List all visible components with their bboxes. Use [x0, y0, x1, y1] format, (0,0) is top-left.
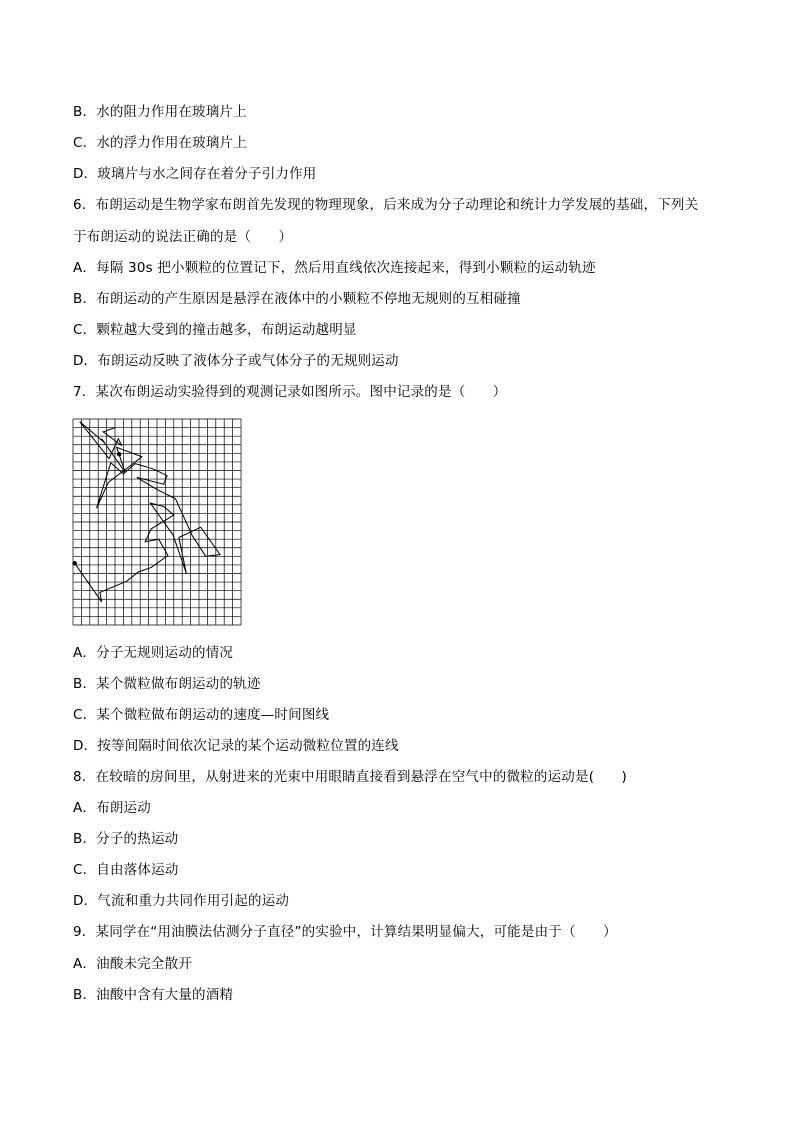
figure-grid	[73, 419, 241, 625]
question-8-option-b: B．分子的热运动	[73, 831, 179, 847]
question-6-option-a: A．每隔 30s 把小颗粒的位置记下，然后用直线依次连接起来，得到小颗粒的运动轨迹	[73, 260, 596, 276]
question-8-stem: 8．在较暗的房间里，从射进来的光束中用眼睛直接看到悬浮在空气中的微粒的运动是( )	[73, 769, 628, 785]
question-6-option-d: D．布朗运动反映了液体分子或气体分子的无规则运动	[73, 353, 399, 369]
particle-trajectory	[75, 422, 220, 602]
start-point-dot	[72, 561, 76, 565]
end-point-dot	[117, 452, 121, 456]
question-9-stem: 9．某同学在“用油膜法估测分子直径”的实验中，计算结果明显偏大，可能是由于（ ）	[73, 924, 617, 940]
line-option-c-prev: C．水的浮力作用在玻璃片上	[73, 135, 248, 151]
question-8-option-d: D．气流和重力共同作用引起的运动	[73, 893, 290, 909]
question-7-stem: 7．某次布朗运动实验得到的观测记录如图所示。图中记录的是（ ）	[73, 384, 507, 400]
question-8-option-a: A．布朗运动	[73, 800, 151, 816]
question-7-option-d: D．按等间隔时间依次记录的某个运动微粒位置的连线	[73, 738, 399, 754]
question-6-option-b: B．布朗运动的产生原因是悬浮在液体中的小颗粒不停地无规则的互相碰撞	[73, 291, 521, 307]
question-8-option-c: C．自由落体运动	[73, 862, 179, 878]
question-6-stem-1: 6．布朗运动是生物学家布朗首先发现的物理现象，后来成为分子动理论和统计力学发展的基础，下列关	[73, 197, 699, 213]
line-option-b-prev: B．水的阻力作用在玻璃片上	[73, 104, 247, 120]
question-9-option-b: B．油酸中含有大量的酒精	[73, 987, 234, 1003]
line-option-d-prev: D．玻璃片与水之间存在着分子引力作用	[73, 166, 317, 182]
question-7-option-c: C．某个微粒做布朗运动的速度—时间图线	[73, 707, 330, 723]
question-9-option-a: A．油酸未完全散开	[73, 956, 193, 972]
question-6-stem-2: 于布朗运动的说法正确的是（ ）	[73, 229, 293, 245]
brownian-motion-figure	[72, 418, 242, 626]
question-7-option-a: A．分子无规则运动的情况	[73, 645, 234, 661]
question-7-option-b: B．某个微粒做布朗运动的轨迹	[73, 676, 261, 692]
question-6-option-c: C．颗粒越大受到的撞击越多，布朗运动越明显	[73, 322, 357, 338]
